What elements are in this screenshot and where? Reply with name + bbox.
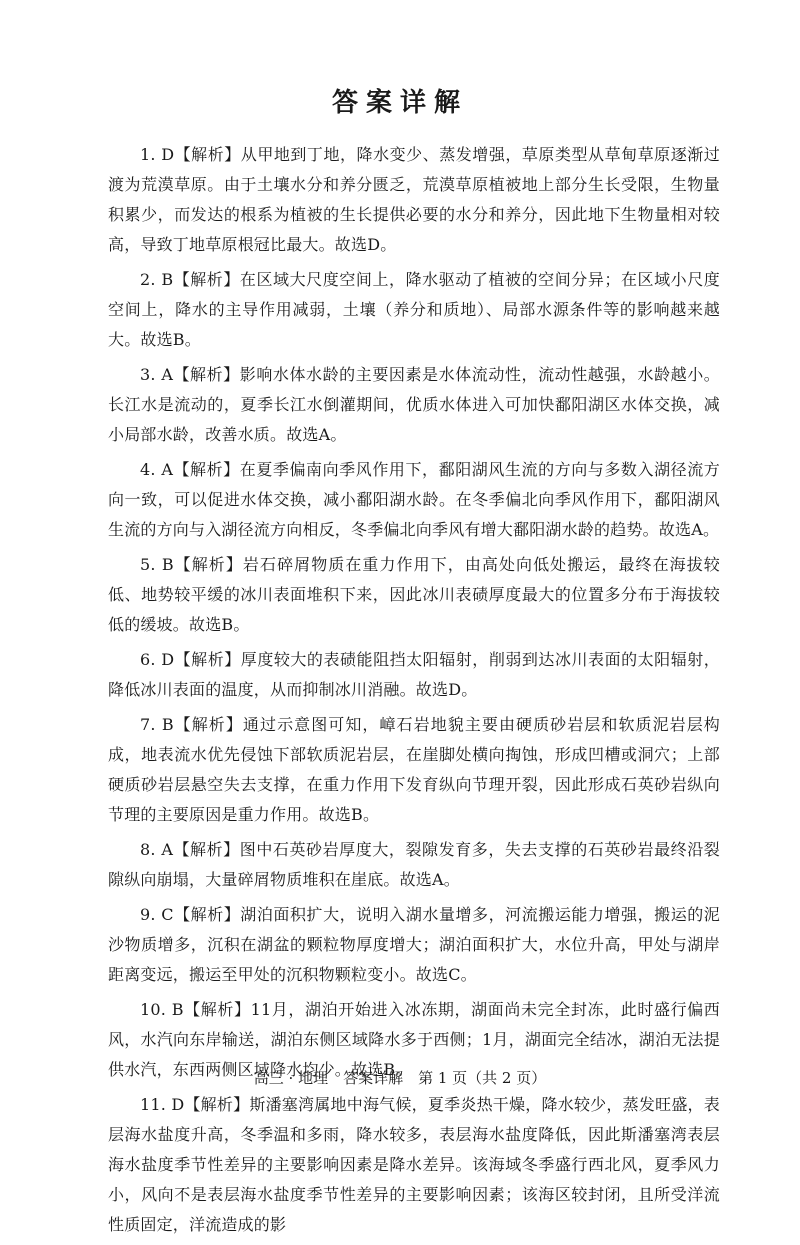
- answer-item-4: 4. A【解析】在夏季偏南向季风作用下，鄱阳湖风生流的方向与多数入湖径流方向一致，可以促进水体交换，减小鄱阳湖水龄。在冬季偏北向季风作用下，鄱阳湖风生流的方向与入湖径流方向相反，冬季偏北向季风有增大鄱阳湖水龄的趋势。故选A。: [108, 460, 720, 539]
- page-footer: 高三 · 地理 答案详解 第 1 页（共 2 页）: [253, 1069, 547, 1087]
- answer-item-11: 11. D【解析】斯潘塞湾属地中海气候，夏季炎热干燥，降水较少，蒸发旺盛，表层海水盐度升高，冬季温和多雨，降水较多，表层海水盐度降低，因此斯潘塞湾表层海水盐度季节性差异的主要影响因素是降水差异。该海域冬季盛行西北风，夏季风力小，风向不是表层海水盐度季节性差异的主要影响因素；该海区较封闭，且所受洋流性质固定，洋流造成的影: [108, 1095, 720, 1234]
- answer-item-1: 1. D【解析】从甲地到丁地，降水变少、蒸发增强，草原类型从草甸草原逐渐过渡为荒漠草原。由于土壤水分和养分匮乏，荒漠草原植被地上部分生长受限，生物量积累少，而发达的根系为植被的生长提供必要的水分和养分，因此地下生物量相对较高，导致丁地草原根冠比最大。故选D。: [108, 145, 720, 254]
- answer-item-7: 7. B【解析】通过示意图可知，嶂石岩地貌主要由硬质砂岩层和软质泥岩层构成，地表流水优先侵蚀下部软质泥岩层，在崖脚处横向掏蚀，形成凹槽或洞穴；上部硬质砂岩层悬空失去支撑，在重力作用下发育纵向节理开裂，因此形成石英砂岩纵向节理的主要原因是重力作用。故选B。: [108, 715, 720, 824]
- answer-item-9: 9. C【解析】湖泊面积扩大，说明入湖水量增多，河流搬运能力增强，搬运的泥沙物质增多，沉积在湖盆的颗粒物厚度增大；湖泊面积扩大，水位升高，甲处与湖岸距离变远，搬运至甲处的沉积物颗粒变小。故选C。: [108, 905, 720, 984]
- answer-item-3: 3. A【解析】影响水体水龄的主要因素是水体流动性，流动性越强，水龄越小。长江水是流动的，夏季长江水倒灌期间，优质水体进入可加快鄱阳湖区水体交换，减小局部水龄，改善水质。故选A。: [108, 365, 720, 444]
- answer-item-8: 8. A【解析】图中石英砂岩厚度大，裂隙发育多，失去支撑的石英砂岩最终沿裂隙纵向崩塌，大量碎屑物质堆积在崖底。故选A。: [108, 840, 720, 889]
- answer-item-5: 5. B【解析】岩石碎屑物质在重力作用下，由高处向低处搬运，最终在海拔较低、地势较平缓的冰川表面堆积下来，因此冰川表碛厚度最大的位置多分布于海拔较低的缓坡。故选B。: [108, 555, 720, 634]
- answer-item-10: 10. B【解析】11月，湖泊开始进入冰冻期，湖面尚未完全封冻，此时盛行偏西风，水汽向东岸输送，湖泊东侧区域降水多于西侧；1月，湖面完全结冰，湖泊无法提供水汽，东西两侧区域降水均少。故选B。: [108, 1000, 720, 1079]
- answer-item-6: 6. D【解析】厚度较大的表碛能阻挡太阳辐射，削弱到达冰川表面的太阳辐射，降低冰川表面的温度，从而抑制冰川消融。故选D。: [108, 650, 720, 699]
- page-title: 答案详解: [331, 88, 468, 118]
- answer-item-2: 2. B【解析】在区域大尺度空间上，降水驱动了植被的空间分异；在区域小尺度空间上，降水的主导作用减弱，土壤（养分和质地）、局部水源条件等的影响越来越大。故选B。: [108, 270, 720, 349]
